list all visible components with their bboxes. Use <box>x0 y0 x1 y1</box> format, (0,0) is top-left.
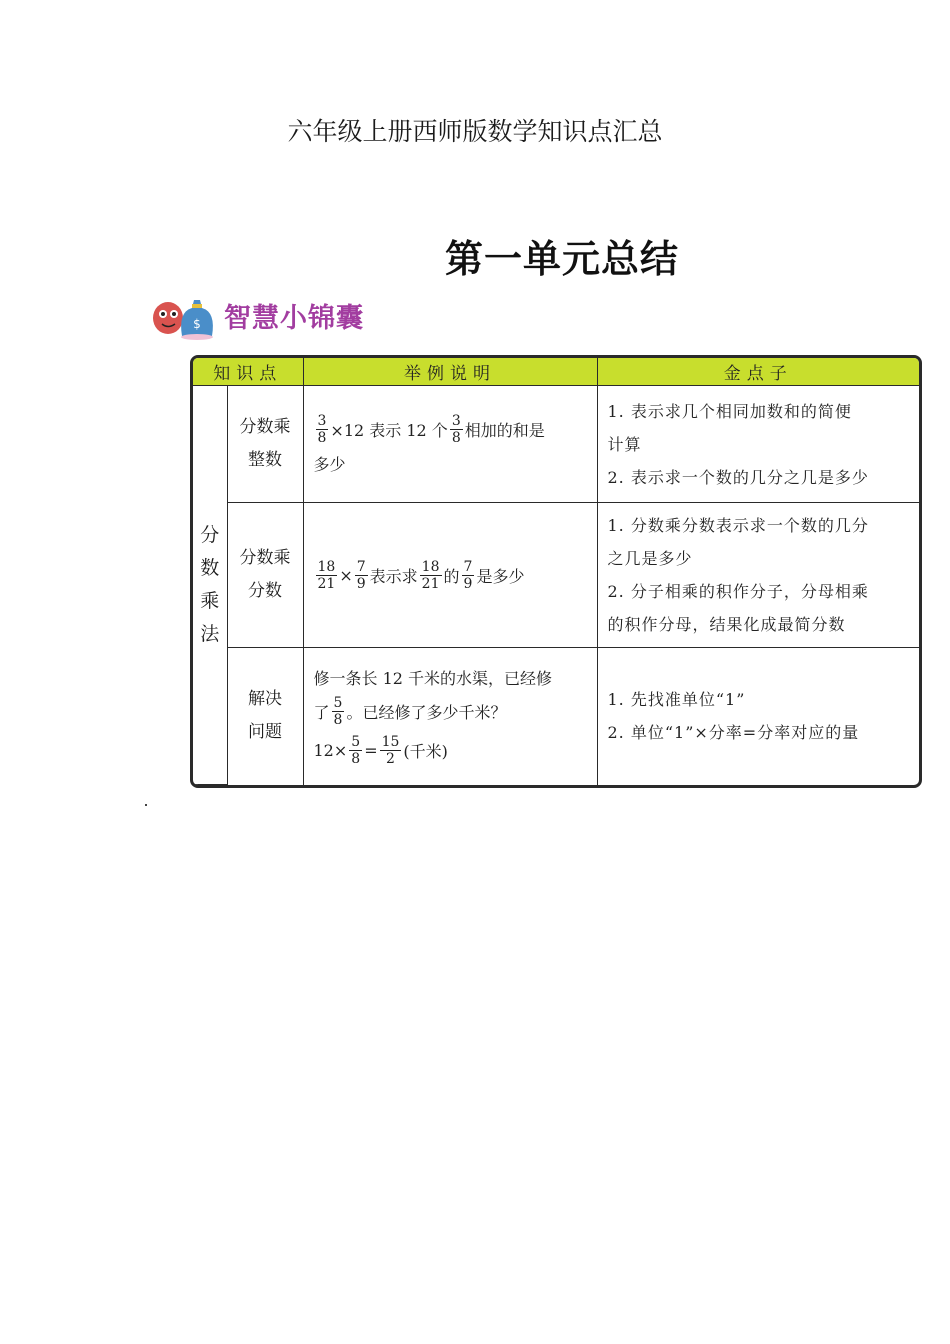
tip-line: 2. 表示求一个数的几分之几是多少 <box>607 467 869 487</box>
example-cell <box>303 386 597 503</box>
example-text: 表示求 <box>369 566 418 586</box>
tip-line: 之几是多少 <box>607 549 693 568</box>
document-title: 六年级上册西师版数学知识点汇总 <box>287 117 663 146</box>
tip-cell <box>597 386 919 503</box>
tip-line: 1. 分数乘分数表示求一个数的几分 <box>607 516 869 535</box>
tip-line: 1. 表示求几个相同加数和的简便 <box>607 401 852 421</box>
category-char: 数 <box>200 557 220 579</box>
fraction: $\frac{18}{21}$ <box>421 558 440 592</box>
example-cell <box>303 503 597 648</box>
topic-line: 解决 <box>248 689 282 710</box>
fraction: $\frac{5}{8}$ <box>351 733 361 767</box>
stray-dot <box>145 804 147 806</box>
fraction: $\frac{7}{9}$ <box>463 558 473 592</box>
topic-cell <box>227 503 303 648</box>
example-text: 12× <box>313 740 348 760</box>
example-line <box>314 452 589 475</box>
tip-line: 2. 分子相乘的积作分子，分母相乘 <box>607 582 869 601</box>
header-knowledge-point: 知识点 <box>193 358 303 386</box>
unit-title: 第一单元总结 <box>445 237 680 281</box>
tip-banner-label: 智慧小锦囊 <box>224 302 364 334</box>
table-row <box>193 503 919 648</box>
example-text: (千米) <box>403 741 448 761</box>
topic-line: 分数乘 <box>239 548 291 568</box>
example-cell <box>303 648 597 785</box>
table-row <box>193 386 919 503</box>
example-line <box>314 734 589 767</box>
example-text: 修一条长 12 千米的水渠，已经修 <box>313 668 553 688</box>
fraction: $\frac{15}{2}$ <box>381 733 400 767</box>
topic-line: 分数 <box>248 581 282 601</box>
example-text: 的 <box>443 566 460 586</box>
svg-text:$: $ <box>193 317 201 331</box>
header-golden-tip: 金点子 <box>597 358 919 386</box>
topic-cell <box>227 648 303 785</box>
example-line <box>314 413 589 446</box>
table-row <box>193 648 919 785</box>
fraction: $\frac{3}{8}$ <box>451 413 461 446</box>
example-line <box>314 559 589 592</box>
knowledge-table <box>190 355 922 788</box>
example-text: = <box>364 740 378 760</box>
category-char: 分 <box>200 524 220 546</box>
category-cell <box>193 386 227 785</box>
example-text: × <box>339 565 353 585</box>
tip-line: 2. 单位“1”×分率=分率对应的量 <box>607 723 860 743</box>
fraction: $\frac{18}{21}$ <box>317 558 336 592</box>
table-header-row <box>193 358 919 386</box>
tip-cell <box>597 648 919 785</box>
category-char: 乘 <box>200 590 220 612</box>
category-char: 法 <box>200 623 220 645</box>
example-text: 是多少 <box>476 566 525 586</box>
money-bag-mascot-icon <box>148 290 218 340</box>
fraction: $\frac{7}{9}$ <box>356 558 366 592</box>
example-text: 多少 <box>313 455 346 474</box>
example-line <box>314 666 589 689</box>
example-line <box>314 695 589 728</box>
fraction: $\frac{5}{8}$ <box>333 694 343 728</box>
example-text: 。已经修了多少千米？ <box>346 702 507 722</box>
tip-line: 的积作分母，结果化成最简分数 <box>607 615 846 634</box>
topic-line: 问题 <box>248 722 282 743</box>
tip-line: 1. 先找准单位“1” <box>607 690 746 710</box>
topic-line: 整数 <box>248 450 282 470</box>
topic-line: 分数乘 <box>239 417 291 437</box>
header-example: 举例说明 <box>303 358 597 386</box>
example-text: 了 <box>313 702 330 722</box>
tip-banner <box>148 290 364 340</box>
example-text: 相加的和是 <box>464 421 545 440</box>
tip-cell <box>597 503 919 648</box>
topic-cell <box>227 386 303 503</box>
fraction: $\frac{3}{8}$ <box>317 413 327 446</box>
example-text: ×12 表示 12 个 <box>330 421 448 440</box>
tip-line: 计算 <box>607 434 642 454</box>
